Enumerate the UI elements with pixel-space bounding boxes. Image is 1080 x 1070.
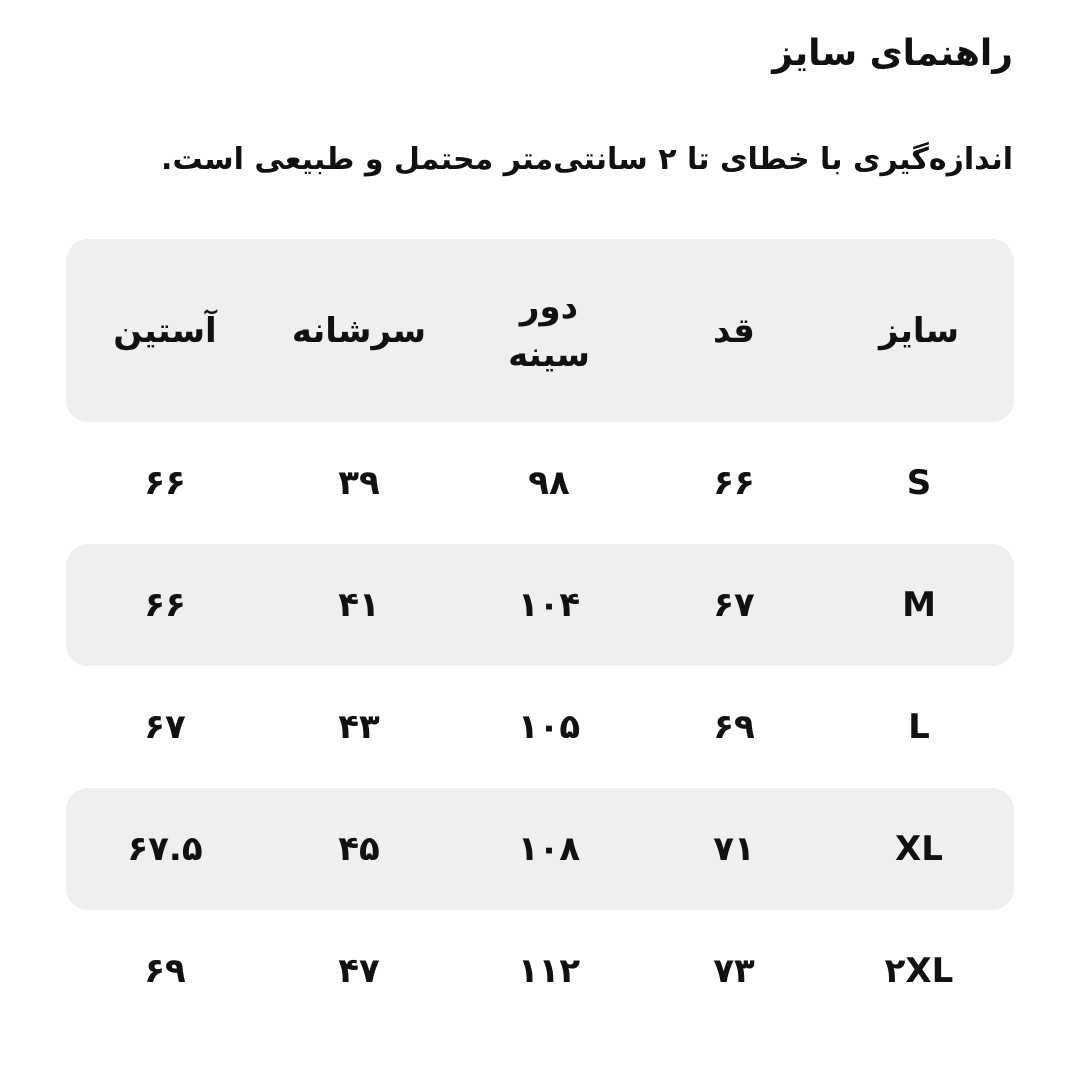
cell-shoulder: ۴۵ bbox=[338, 829, 380, 869]
table-row bbox=[66, 422, 1014, 544]
header-sleeve: آستین bbox=[113, 310, 217, 351]
header-chest: دور سینه bbox=[508, 286, 590, 375]
cell-sleeve: ۶۶ bbox=[144, 585, 186, 625]
cell-shoulder: ۴۱ bbox=[338, 585, 380, 625]
cell-chest: ۱۱۲ bbox=[517, 951, 581, 991]
cell-size: ۲XL bbox=[884, 951, 954, 991]
cell-height: ۶۶ bbox=[713, 463, 755, 503]
cell-height: ۶۷ bbox=[713, 585, 755, 625]
header-size: سایز bbox=[878, 310, 960, 351]
table-row bbox=[66, 666, 1014, 788]
cell-sleeve: ۶۹ bbox=[144, 951, 186, 991]
table-header-row bbox=[66, 239, 1014, 422]
cell-height: ۷۱ bbox=[713, 829, 755, 869]
cell-sleeve: ۶۷ bbox=[144, 707, 186, 747]
table-row bbox=[66, 910, 1014, 1032]
cell-sleeve: ۶۷.۵ bbox=[127, 829, 203, 869]
cell-shoulder: ۴۷ bbox=[338, 951, 380, 991]
cell-height: ۷۳ bbox=[713, 951, 755, 991]
header-height: قد bbox=[713, 310, 755, 351]
table-row bbox=[66, 544, 1014, 666]
header-shoulder: سرشانه bbox=[291, 310, 427, 351]
cell-size: L bbox=[908, 707, 930, 747]
cell-height: ۶۹ bbox=[713, 707, 755, 747]
cell-size: M bbox=[902, 585, 936, 625]
cell-shoulder: ۳۹ bbox=[338, 463, 380, 503]
cell-sleeve: ۶۶ bbox=[144, 463, 186, 503]
cell-shoulder: ۴۳ bbox=[338, 707, 380, 747]
cell-size: S bbox=[906, 463, 932, 503]
cell-chest: ۱۰۸ bbox=[517, 829, 581, 869]
page-title: راهنمای سایز bbox=[772, 33, 1013, 74]
cell-size: XL bbox=[895, 829, 943, 869]
cell-chest: ۱۰۴ bbox=[517, 585, 581, 625]
cell-chest: ۱۰۵ bbox=[517, 707, 581, 747]
table-row bbox=[66, 788, 1014, 910]
measurement-note: اندازه‌گیری با خطای تا ۲ سانتی‌متر محتمل و طبیعی است. bbox=[160, 142, 1013, 177]
size-table bbox=[66, 239, 1014, 1032]
cell-chest: ۹۸ bbox=[528, 463, 570, 503]
